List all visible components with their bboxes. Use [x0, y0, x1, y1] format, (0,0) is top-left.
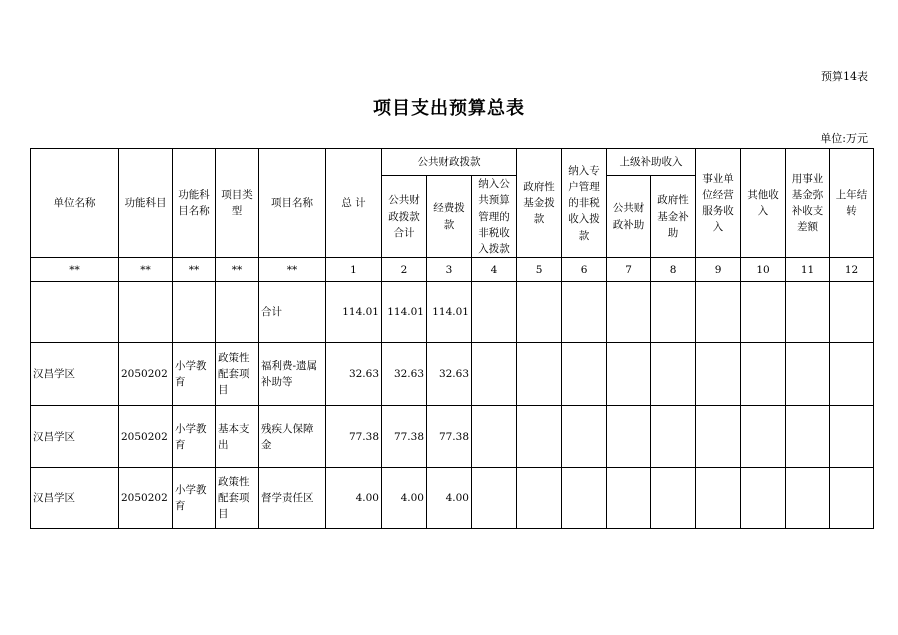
cell-name: 小学教育: [173, 468, 216, 529]
cell-empty: [517, 282, 562, 343]
cell-empty: [741, 468, 786, 529]
header-gov-fund: 政府性基金拨款: [517, 149, 562, 258]
cell-unit: 汉昌学区: [31, 406, 119, 468]
cell-funding: 114.01: [427, 282, 472, 343]
cell-code: [119, 282, 173, 343]
header-unit-name: 单位名称: [31, 149, 119, 258]
cell-empty: [830, 343, 874, 406]
index-cell: 8: [651, 258, 696, 282]
cell-type: 政策性配套项目: [216, 343, 259, 406]
cell-fiscal-total: 114.01: [382, 282, 427, 343]
header-fund-balance: 用事业基金弥补收支差额: [786, 149, 830, 258]
cell-fiscal-total: 77.38: [382, 406, 427, 468]
cell-project: 合计: [259, 282, 326, 343]
cell-fiscal-total: 32.63: [382, 343, 427, 406]
cell-empty: [696, 282, 741, 343]
header-operating-income: 事业单位经营服务收入: [696, 149, 741, 258]
cell-empty: [607, 406, 651, 468]
header-funding: 经费拨款: [427, 176, 472, 258]
header-project-type: 项目类型: [216, 149, 259, 258]
index-cell: 5: [517, 258, 562, 282]
cell-type: 基本支出: [216, 406, 259, 468]
cell-code: 2050202: [119, 343, 173, 406]
cell-project: 福利费-遗属补助等: [259, 343, 326, 406]
table-row: [31, 406, 874, 468]
cell-empty: [786, 282, 830, 343]
cell-funding: 4.00: [427, 468, 472, 529]
cell-empty: [651, 406, 696, 468]
unit-label: 单位:万元: [820, 132, 868, 145]
index-cell: 10: [741, 258, 786, 282]
cell-empty: [472, 282, 517, 343]
cell-empty: [696, 406, 741, 468]
header-special-non-tax: 纳入专户管理的非税收入拨款: [562, 149, 607, 258]
cell-empty: [741, 282, 786, 343]
cell-unit: 汉昌学区: [31, 468, 119, 529]
cell-empty: [472, 468, 517, 529]
cell-type: [216, 282, 259, 343]
index-cell: 11: [786, 258, 830, 282]
cell-project: 督学责任区: [259, 468, 326, 529]
cell-total: 32.63: [326, 343, 382, 406]
cell-empty: [607, 343, 651, 406]
index-cell: 6: [562, 258, 607, 282]
table-row: [31, 468, 874, 529]
header-func-subject: 功能科目: [119, 149, 173, 258]
cell-name: [173, 282, 216, 343]
cell-empty: [517, 468, 562, 529]
cell-name: 小学教育: [173, 406, 216, 468]
cell-empty: [786, 468, 830, 529]
header-carryover: 上年结转: [830, 149, 874, 258]
header-public-fiscal-total: 公共财政拨款合计: [382, 176, 427, 258]
cell-empty: [696, 343, 741, 406]
cell-empty: [651, 282, 696, 343]
cell-total: 77.38: [326, 406, 382, 468]
header-total: 总 计: [326, 149, 382, 258]
cell-code: 2050202: [119, 406, 173, 468]
cell-funding: 77.38: [427, 406, 472, 468]
cell-empty: [607, 282, 651, 343]
index-cell: 3: [427, 258, 472, 282]
cell-empty: [562, 343, 607, 406]
header-func-subject-name: 功能科目名称: [173, 149, 216, 258]
cell-empty: [517, 343, 562, 406]
cell-empty: [830, 282, 874, 343]
cell-unit: 汉昌学区: [31, 343, 119, 406]
cell-empty: [651, 468, 696, 529]
cell-name: 小学教育: [173, 343, 216, 406]
cell-project: 残疾人保障金: [259, 406, 326, 468]
index-cell: **: [216, 258, 259, 282]
index-cell: 4: [472, 258, 517, 282]
cell-empty: [741, 343, 786, 406]
header-other-income: 其他收入: [741, 149, 786, 258]
index-cell: **: [31, 258, 119, 282]
cell-empty: [786, 343, 830, 406]
cell-total: 4.00: [326, 468, 382, 529]
cell-code: 2050202: [119, 468, 173, 529]
index-cell: 7: [607, 258, 651, 282]
cell-fiscal-total: 4.00: [382, 468, 427, 529]
cell-empty: [562, 282, 607, 343]
cell-empty: [786, 406, 830, 468]
header-project-name: 项目名称: [259, 149, 326, 258]
index-cell: 9: [696, 258, 741, 282]
cell-empty: [830, 406, 874, 468]
cell-empty: [741, 406, 786, 468]
cell-empty: [472, 406, 517, 468]
cell-empty: [562, 468, 607, 529]
table-row: [31, 343, 874, 406]
table-row-total: [31, 282, 874, 343]
cell-funding: 32.63: [427, 343, 472, 406]
header-upper-gov-fund: 政府性基金补助: [651, 176, 696, 258]
index-cell: **: [119, 258, 173, 282]
index-cell: **: [259, 258, 326, 282]
header-upper-public: 公共财政补助: [607, 176, 651, 258]
cell-unit: [31, 282, 119, 343]
cell-empty: [696, 468, 741, 529]
index-cell: **: [173, 258, 216, 282]
header-public-fiscal: 公共财政拨款: [382, 149, 517, 176]
cell-empty: [607, 468, 651, 529]
form-number: 预算14表: [821, 70, 868, 83]
budget-table: [30, 148, 874, 529]
cell-empty: [830, 468, 874, 529]
index-cell: 2: [382, 258, 427, 282]
cell-empty: [562, 406, 607, 468]
cell-empty: [472, 343, 517, 406]
index-row: [31, 258, 874, 282]
cell-type: 政策性配套项目: [216, 468, 259, 529]
cell-empty: [517, 406, 562, 468]
page-title: 项目支出预算总表: [373, 98, 525, 119]
header-row-1: [31, 149, 874, 176]
cell-empty: [651, 343, 696, 406]
header-upper-subsidy: 上级补助收入: [607, 149, 696, 176]
index-cell: 1: [326, 258, 382, 282]
cell-total: 114.01: [326, 282, 382, 343]
header-non-tax: 纳入公共预算管理的非税收入拨款: [472, 176, 517, 258]
index-cell: 12: [830, 258, 874, 282]
